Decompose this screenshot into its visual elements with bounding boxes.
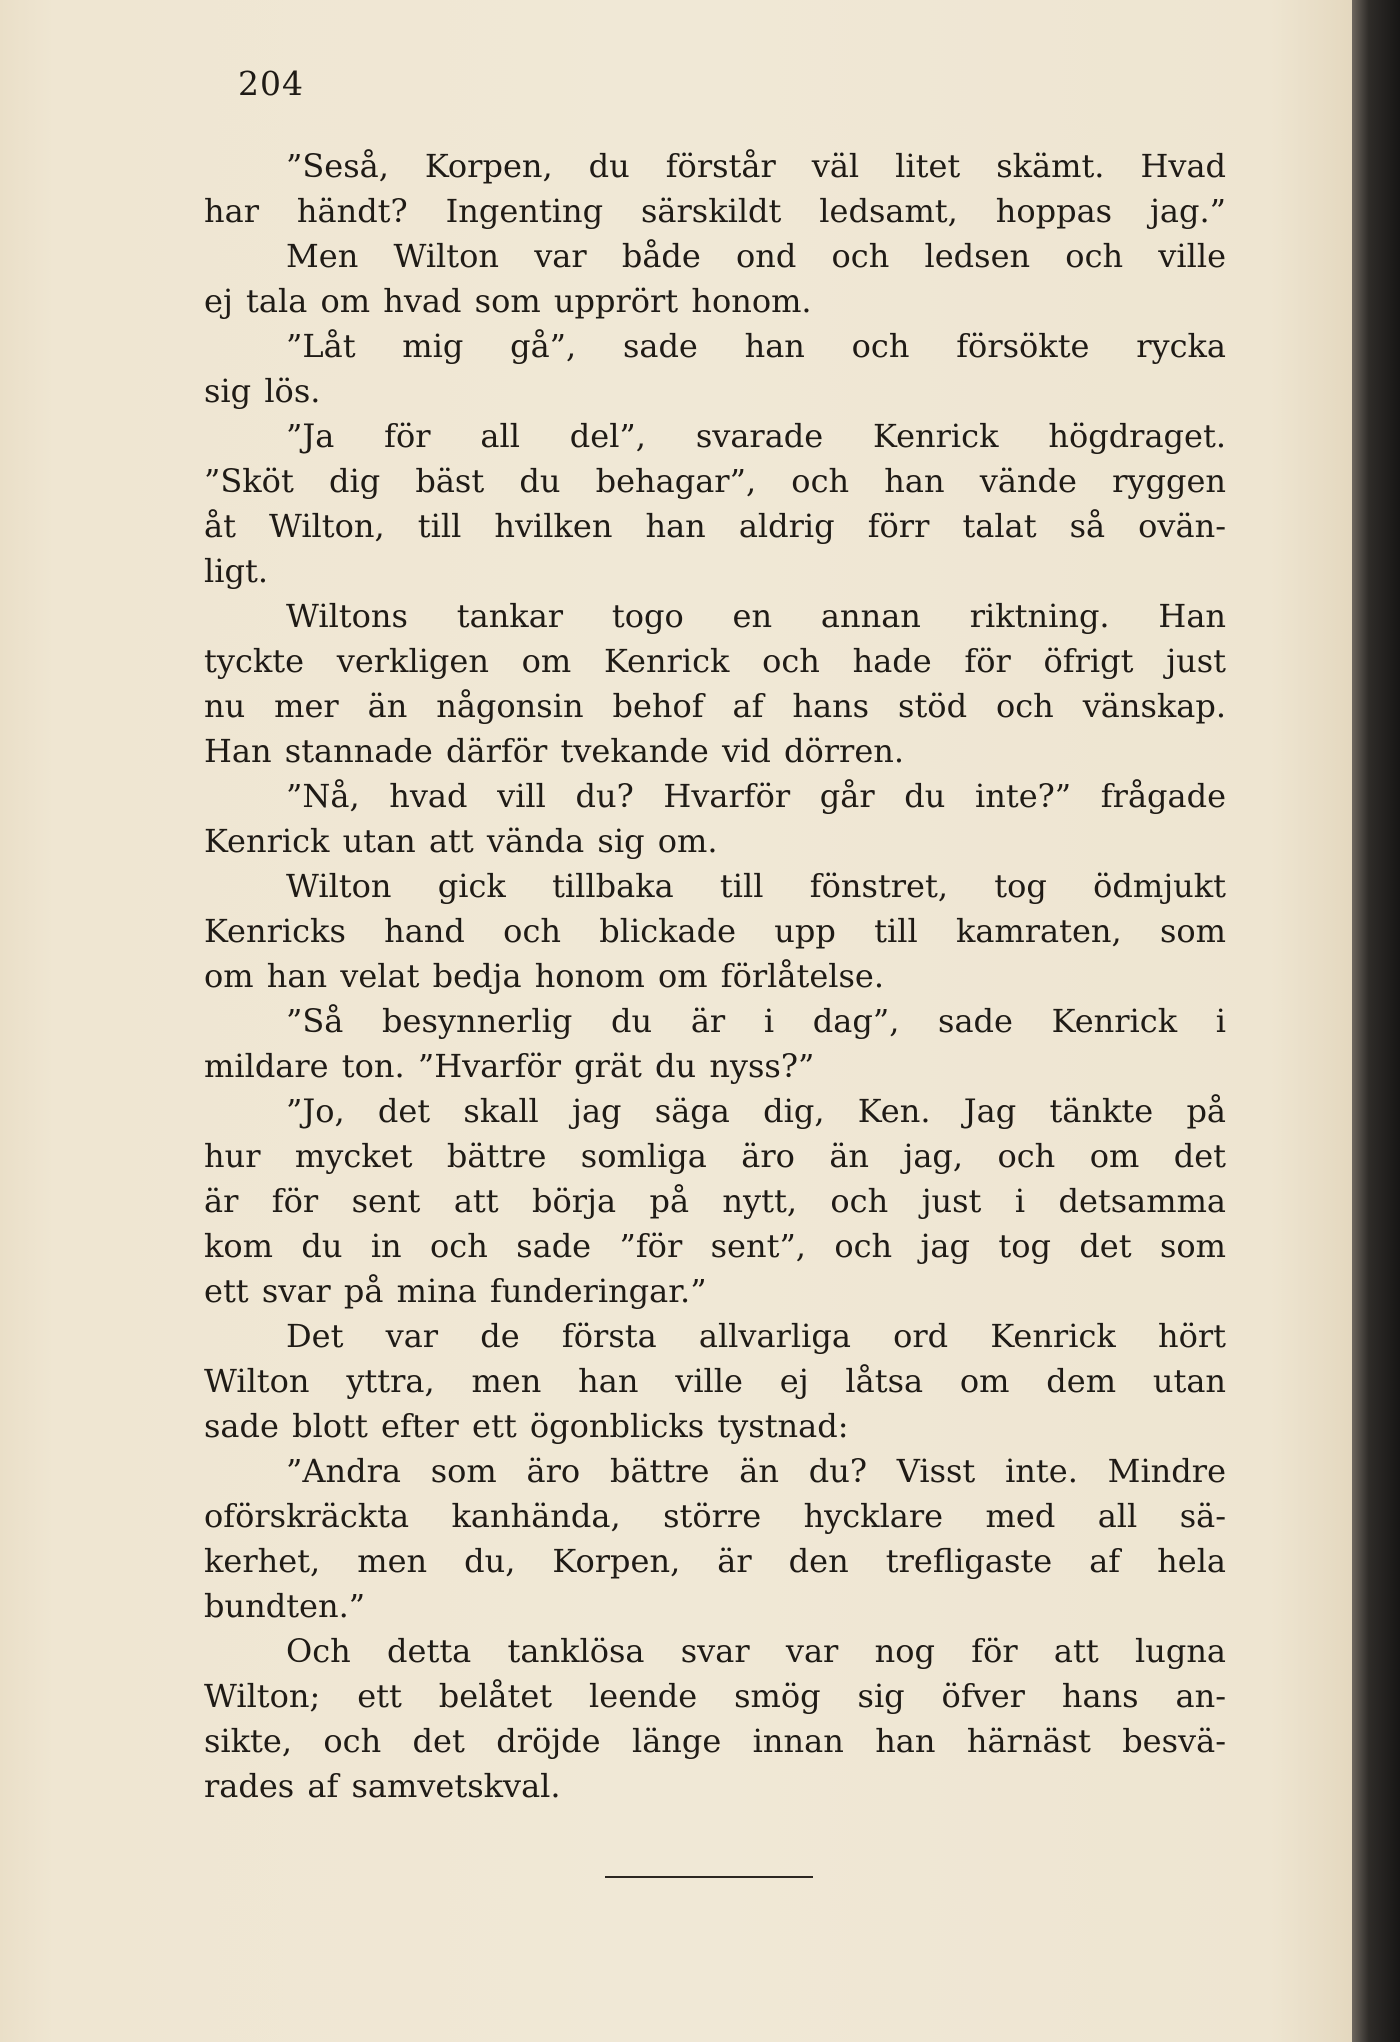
text-line: Wilton yttra, men han ville ej låtsa om dem utan [204,1362,1226,1400]
text-line: är för sent att börja på nytt, och just i detsamma [204,1182,1226,1220]
text-line: ligt. [204,552,268,590]
text-line: ”Andra som äro bättre än du? Visst inte. Mindre [286,1452,1226,1490]
text-line: har händt? Ingenting särskildt ledsamt, hoppas jag.” [204,192,1226,230]
text-line: tyckte verkligen om Kenrick och hade för öfrigt just [204,642,1226,680]
text-line: mildare ton. ”Hvarför grät du nyss?” [204,1047,815,1085]
text-line: åt Wilton, till hvilken han aldrig förr talat så ovän- [204,507,1226,545]
text-line: rades af samvetskval. [204,1767,561,1805]
text-line: om han velat bedja honom om förlåtelse. [204,957,885,995]
text-line: kom du in och sade ”för sent”, och jag tog det som [204,1227,1226,1265]
text-line: Kenrick utan att vända sig om. [204,822,718,860]
text-line: Och detta tanklösa svar var nog för att lugna [286,1632,1226,1670]
text-line: sikte, och det dröjde länge innan han härnäst besvä- [204,1722,1226,1760]
text-line: hur mycket bättre somliga äro än jag, och om det [204,1137,1226,1175]
page-number: 204 [238,64,304,103]
text-line: Men Wilton var både ond och ledsen och ville [286,237,1226,275]
text-line: ett svar på mina funderingar.” [204,1272,707,1310]
body-text [204,144,1226,1809]
text-line: sig lös. [204,372,321,410]
text-line: Det var de första allvarliga ord Kenrick hört [286,1317,1226,1355]
text-line: ej tala om hvad som upprört honom. [204,282,812,320]
text-line: ”Seså, Korpen, du förstår väl litet skämt. Hvad [286,147,1226,185]
text-line: ”Jo, det skall jag säga dig, Ken. Jag tänkte på [286,1092,1226,1130]
text-line: ”Låt mig gå”, sade han och försökte rycka [286,327,1226,365]
page-edge-shadow [1352,0,1400,2042]
text-line: Wilton; ett belåtet leende smög sig öfver hans an- [204,1677,1226,1715]
text-line: Wilton gick tillbaka till fönstret, tog ödmjukt [286,867,1226,905]
text-line: ”Sköt dig bäst du behagar”, och han vände ryggen [204,462,1226,500]
text-line: ”Ja för all del”, svarade Kenrick högdraget. [286,417,1226,455]
text-line: ”Så besynnerlig du är i dag”, sade Kenrick i [286,1002,1226,1040]
text-line: Wiltons tankar togo en annan riktning. Han [286,597,1226,635]
text-line: nu mer än någonsin behof af hans stöd och vänskap. [204,687,1226,725]
end-rule [605,1876,813,1878]
text-line: ”Nå, hvad vill du? Hvarför går du inte?” frågade [286,777,1226,815]
text-line: sade blott efter ett ögonblicks tystnad: [204,1407,849,1445]
text-line: Han stannade därför tvekande vid dörren. [204,732,905,770]
text-line: bundten.” [204,1587,366,1625]
text-line: oförskräckta kanhända, större hycklare med all sä- [204,1497,1226,1535]
text-line: kerhet, men du, Korpen, är den trefligaste af hela [204,1542,1226,1580]
text-line: Kenricks hand och blickade upp till kamraten, som [204,912,1226,950]
